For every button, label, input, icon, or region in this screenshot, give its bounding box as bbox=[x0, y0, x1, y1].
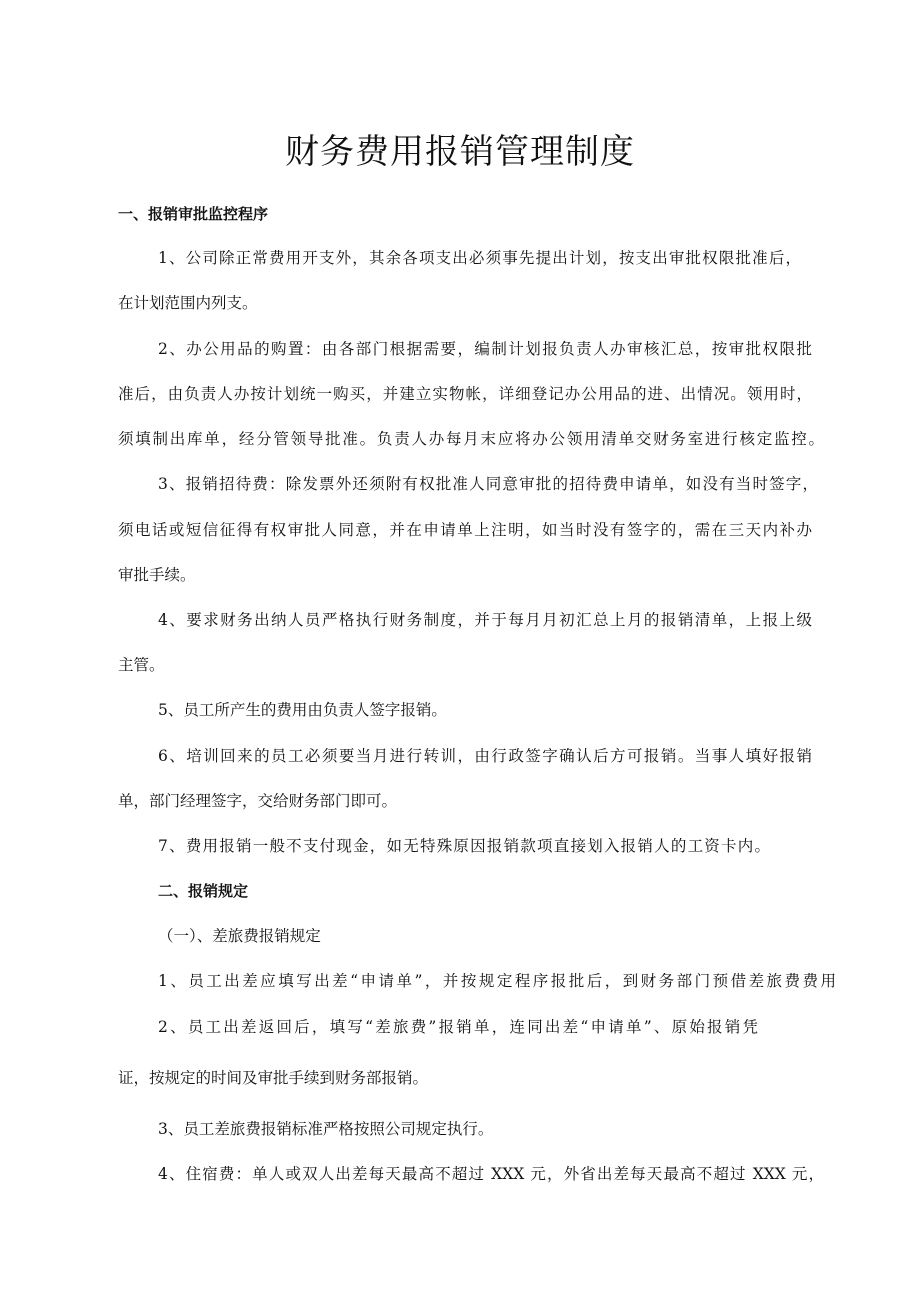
paragraph-line: 1、公司除正常费用开支外，其余各项支出必须事先提出计划，按支出审批权限批准后， bbox=[158, 249, 801, 267]
paragraph-line: 5、员工所产生的费用由负责人签字报销。 bbox=[158, 701, 447, 719]
paragraph-line: 1、员工出差应填写出差“申请单”，并按规定程序报批后，到财务部门预借差旅费费用 bbox=[158, 972, 836, 990]
section-heading-approval-procedure: 一、报销审批监控程序 bbox=[118, 205, 269, 223]
paragraph-line: 6、培训回来的员工必须要当月进行转训，由行政签字确认后方可报销。当事人填好报销 bbox=[158, 747, 812, 765]
paragraph-line: 准后，由负责人办按计划统一购买，并建立实物帐，详细登记办公用品的进、出情况。领用时， bbox=[118, 385, 812, 403]
paragraph-line: 主管。 bbox=[118, 656, 165, 674]
subsection-heading-travel-expenses: （一）、差旅费报销规定 bbox=[158, 927, 321, 945]
paragraph-line: 须填制出库单，经分管领导批准。负责人办每月末应将办公领用清单交财务室进行核定监控。 bbox=[118, 430, 824, 448]
paragraph-line: 2、办公用品的购置：由各部门根据需要，编制计划报负责人办审核汇总，按审批权限批 bbox=[158, 340, 812, 358]
paragraph-line: 2、员工出差返回后，填写“差旅费”报销单，连同出差“申请单”、原始报销凭 bbox=[158, 1018, 758, 1036]
paragraph-line: 须电话或短信征得有权审批人同意，并在申请单上注明，如当时没有签字的，需在三天内补办 bbox=[118, 521, 812, 539]
paragraph-line: 单，部门经理签字，交给财务部门即可。 bbox=[118, 792, 398, 810]
paragraph-line: 3、员工差旅费报销标准严格按照公司规定执行。 bbox=[158, 1120, 494, 1138]
paragraph-line: 3、报销招待费：除发票外还须附有权批准人同意审批的招待费申请单，如没有当时签字， bbox=[158, 475, 818, 493]
paragraph-line: 4、要求财务出纳人员严格执行财务制度，并于每月月初汇总上月的报销清单，上报上级 bbox=[158, 611, 812, 629]
page-title: 财务费用报销管理制度 bbox=[285, 132, 635, 172]
paragraph-line: 7、费用报销一般不支付现金，如无特殊原因报销款项直接划入报销人的工资卡内。 bbox=[158, 837, 770, 855]
paragraph-line: 4、住宿费：单人或双人出差每天最高不超过 XXX 元，外省出差每天最高不超过 XXX 元， bbox=[158, 1165, 824, 1183]
paragraph-line: 在计划范围内列支。 bbox=[118, 294, 258, 312]
section-heading-reimbursement-rules: 二、报销规定 bbox=[158, 882, 249, 900]
paragraph-line: 审批手续。 bbox=[118, 566, 196, 584]
paragraph-line: 证，按规定的时间及审批手续到财务部报销。 bbox=[118, 1069, 429, 1087]
